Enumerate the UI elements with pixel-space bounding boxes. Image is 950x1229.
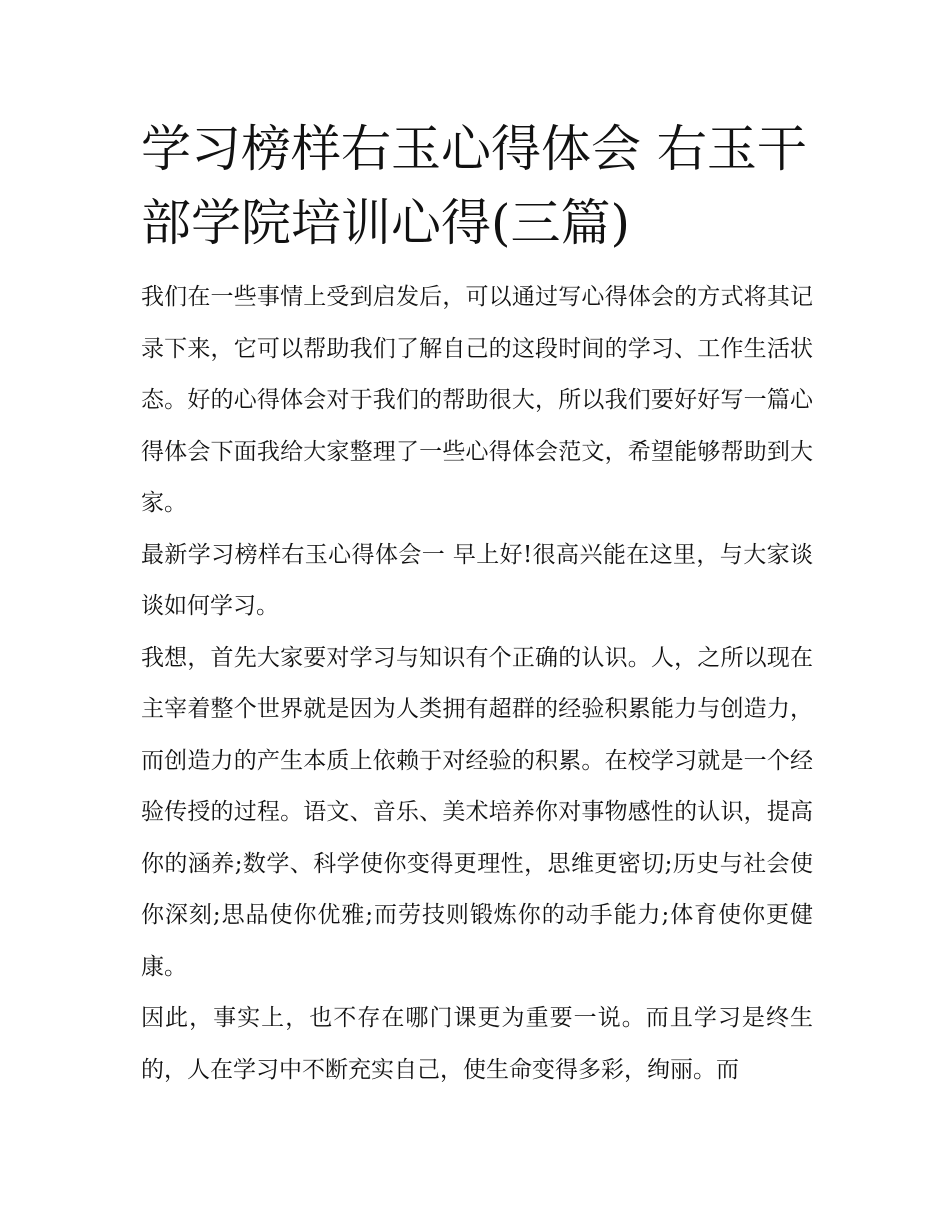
paragraph-intro: 我们在一些事情上受到启发后，可以通过写心得体会的方式将其记录下来，它可以帮助我们了解自己的这段时间的学习、工作生活状态。好的心得体会对于我们的帮助很大，所以我们要好好写一篇心得体会下面我给大家整理了一些心得体会范文，希望能够帮助到大家。 — [141, 284, 813, 516]
document-title: 学习榜样右玉心得体会 右玉干部学院培训心得(三篇) — [141, 120, 807, 252]
paragraph-lifelong-learning: 因此，事实上，也不存在哪门课更为重要一说。而且学习是终生的，人在学习中不断充实自己，使生命变得多彩，绚丽。而 — [141, 1005, 813, 1083]
paragraph-learning-knowledge: 我想，首先大家要对学习与知识有个正确的认识。人，之所以现在主宰着整个世界就是因为人类拥有超群的经验积累能力与创造力，而创造力的产生本质上依赖于对经验的积累。在校学习就是一个经验传授的过程。语文、音乐、美术培养你对事物感性的认识，提高你的涵养;数学、科学使你变得更理性，思维更密切;历史与社会使你深刻;思品使你优雅;而劳技则锻炼你的动手能力;体育使你更健康。 — [141, 644, 813, 980]
paragraph-greeting: 最新学习榜样右玉心得体会一 早上好!很高兴能在这里，与大家谈谈如何学习。 — [141, 541, 813, 619]
document-page — [141, 112, 813, 1096]
